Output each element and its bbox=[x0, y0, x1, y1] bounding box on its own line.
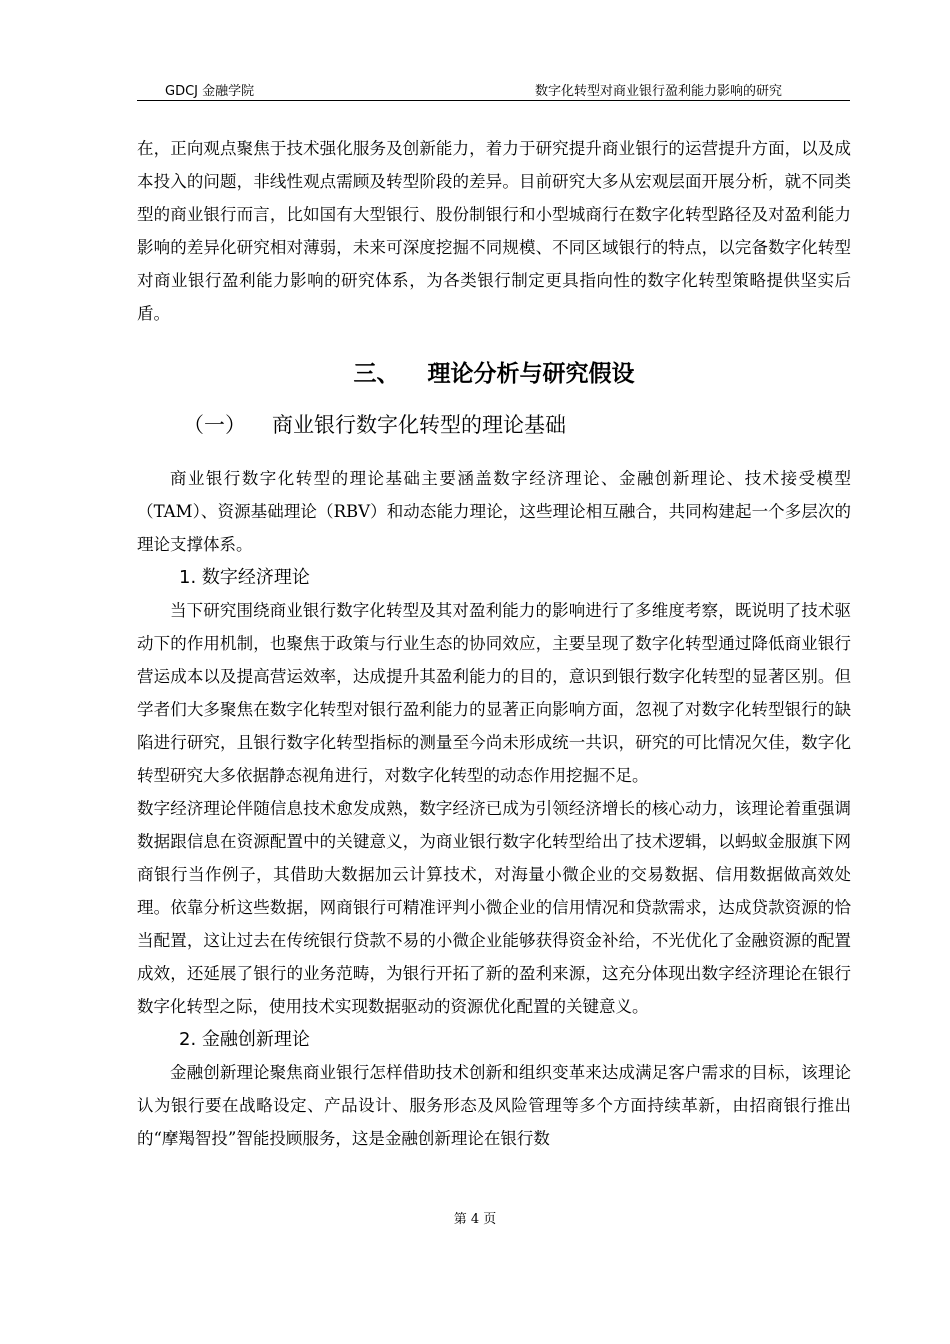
subsection-title: 商业银行数字化转型的理论基础 bbox=[272, 413, 566, 437]
header-institution: GDCJ 金融学院 bbox=[165, 84, 255, 99]
subsection-number: （一） bbox=[183, 413, 246, 437]
page-footer bbox=[0, 1208, 950, 1227]
section-number: 三、 bbox=[353, 361, 400, 387]
paragraph-financial-innovation: 金融创新理论聚焦商业银行怎样借助技术创新和组织变革来达成满足客户需求的目标，该理论认为银行要在战略设定、产品设计、服务形态及风险管理等多个方面持续革新，由招商银行推出的“摩羯智投”智能投顾服务，这是金融创新理论在银行数 bbox=[137, 1063, 851, 1148]
section-title: 理论分析与研究假设 bbox=[427, 361, 635, 387]
section-heading bbox=[137, 350, 851, 398]
page-body bbox=[137, 132, 851, 1155]
item-heading-digital-economy: 1. 数字经济理论 bbox=[179, 567, 310, 588]
page-number: 第 4 页 bbox=[453, 1212, 497, 1227]
item-heading-financial-innovation: 2. 金融创新理论 bbox=[179, 1029, 310, 1050]
paragraph-continuation: 在，正向观点聚焦于技术强化服务及创新能力，着力于研究提升商业银行的运营提升方面，以及成本投入的问题，非线性观点需顾及转型阶段的差异。目前研究大多从宏观层面开展分析，就不同类型的商业银行而言，比如国有大型银行、股份制银行和小型城商行在数字化转型路径及对盈利能力影响的差异化研究相对薄弱，未来可深度挖掘不同规模、不同区域银行的特点，以完备数字化转型对商业银行盈利能力影响的研究体系，为各类银行制定更具指向性的数字化转型策略提供坚实后盾。 bbox=[137, 139, 851, 323]
paragraph-digital-economy: 数字经济理论伴随信息技术愈发成熟，数字经济已成为引领经济增长的核心动力，该理论着重强调数据跟信息在资源配置中的关键意义，为商业银行数字化转型给出了技术逻辑，以蚂蚁金服旗下网商银行当作例子，其借助大数据加云计算技术，对海量小微企业的交易数据、信用数据做高效处理。依靠分析这些数据，网商银行可精准评判小微企业的信用情况和贷款需求，达成贷款资源的恰当配置，这让过去在传统银行贷款不易的小微企业能够获得资金补给，不光优化了金融资源的配置成效，还延展了银行的业务范畴，为银行开拓了新的盈利来源，这充分体现出数字经济理论在银行数字化转型之际，使用技术实现数据驱动的资源优化配置的关键意义。 bbox=[137, 799, 851, 1016]
page-header bbox=[137, 78, 850, 101]
header-paper-title: 数字化转型对商业银行盈利能力影响的研究 bbox=[534, 84, 782, 99]
paragraph-intro: 商业银行数字化转型的理论基础主要涵盖数字经济理论、金融创新理论、技术接受模型（TAM）、资源基础理论（RBV）和动态能力理论，这些理论相互融合，共同构建起一个多层次的理论支撑体系。 bbox=[137, 469, 851, 554]
paragraph-research-review: 当下研究围绕商业银行数字化转型及其对盈利能力的影响进行了多维度考察，既说明了技术驱动下的作用机制，也聚焦于政策与行业生态的协同效应，主要呈现了数字化转型通过降低商业银行营运成本以及提高营运效率，达成提升其盈利能力的目的，意识到银行数字化转型的显著区别。但学者们大多聚焦在数字化转型对银行盈利能力的显著正向影响方面，忽视了对数字化转型银行的缺陷进行研究，且银行数字化转型指标的测量至今尚未形成统一共识，研究的可比情况欠佳，数字化转型研究大多依据静态视角进行，对数字化转型的动态作用挖掘不足。 bbox=[137, 601, 851, 785]
subsection-heading bbox=[183, 404, 851, 446]
